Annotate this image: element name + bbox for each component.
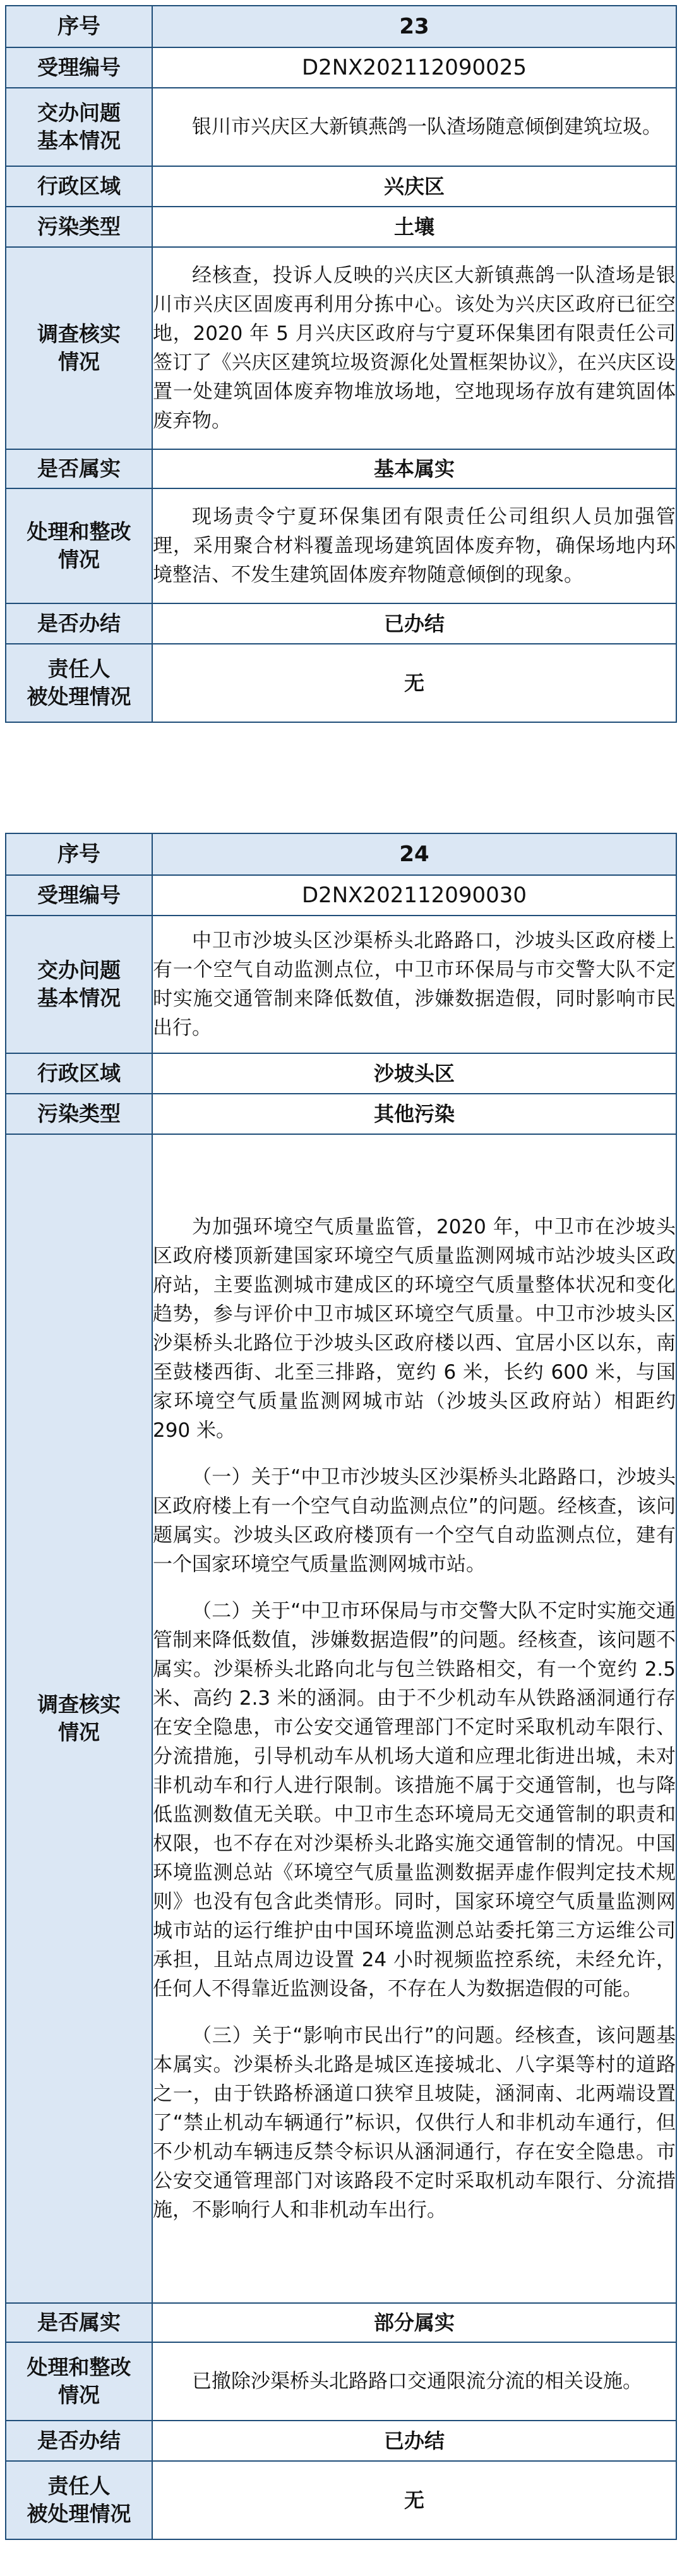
- row-concluded: [6, 603, 676, 644]
- label-accountability: 责任人 被处理情况: [6, 644, 152, 722]
- row-accountability: [6, 644, 676, 722]
- row-pollution-type: [6, 1094, 676, 1134]
- value-handling: [152, 488, 676, 603]
- value-handling: [152, 2342, 676, 2421]
- row-investigation: [6, 247, 676, 449]
- value-seq: 23: [152, 6, 676, 47]
- investigation-paragraph: 经核查，投诉人反映的兴庆区大新镇燕鸽一队渣场是银川市兴庆区固废再利用分拣中心。该处为兴庆区政府已征空地，2020 年 5 月兴庆区政府与宁夏环保集团有限责任公司签订了《兴庆区建筑垃圾资源化处置框架协议》，在兴庆区设置一处建筑固体废弃物堆放场地，空地现场存放有建筑固体废弃物。: [153, 264, 676, 432]
- investigation-paragraph-intro: 为加强环境空气质量监管，2020 年，中卫市在沙坡头区政府楼顶新建国家环境空气质量监测网城市站沙坡头区政府站，主要监测城市建成区的环境空气质量整体状况和变化趋势，参与评价中卫市城区环境空气质量。中卫市沙坡头区沙渠桥头北路位于沙坡头区政府楼以西、宜居小区以东，南至鼓楼西街、北至三排路，宽约 6 米，长约 600 米，与国家环境空气质量监测网城市站（沙坡头区政府站）相距约 290 米。: [153, 1216, 676, 1442]
- record-table-23: [5, 5, 677, 723]
- row-seq: [6, 833, 676, 875]
- value-accountability: 无: [152, 644, 676, 722]
- label-investigation: 调查核实 情况: [6, 247, 152, 449]
- label-pollution-type: 污染类型: [6, 1094, 152, 1134]
- row-is-true: [6, 449, 676, 488]
- row-handling: [6, 488, 676, 603]
- row-issue: [6, 916, 676, 1053]
- handling-text: 已撤除沙渠桥头北路路口交通限流分流的相关设施。: [192, 2370, 642, 2393]
- label-handling: 处理和整改 情况: [6, 2342, 152, 2421]
- value-acceptance-no: D2NX202112090025: [152, 47, 676, 88]
- value-pollution-type: 土壤: [152, 207, 676, 247]
- row-pollution-type: [6, 207, 676, 247]
- label-acceptance-no: 受理编号: [6, 875, 152, 916]
- row-accountability: [6, 2461, 676, 2539]
- row-seq: [6, 6, 676, 47]
- label-handling: 处理和整改 情况: [6, 488, 152, 603]
- label-issue: 交办问题 基本情况: [6, 916, 152, 1053]
- row-concluded: [6, 2421, 676, 2461]
- row-handling: [6, 2342, 676, 2421]
- label-investigation: 调查核实 情况: [6, 1134, 152, 2303]
- value-is-true: 部分属实: [152, 2303, 676, 2342]
- row-acceptance-no: [6, 875, 676, 916]
- label-region: 行政区域: [6, 166, 152, 207]
- value-concluded: 已办结: [152, 2421, 676, 2461]
- investigation-paragraph-1: （一）关于“中卫市沙坡头区沙渠桥头北路路口，沙坡头区政府楼上有一个空气自动监测点位”的问题。经核查，该问题属实。沙坡头区政府楼顶有一个空气自动监测点位，建有一个国家环境空气质量监测网城市站。: [153, 1466, 676, 1576]
- investigation-paragraph-2: （二）关于“中卫市环保局与市交警大队不定时实施交通管制来降低数值，涉嫌数据造假”的问题。经核查，该问题不属实。沙渠桥头北路向北与包兰铁路相交，有一个宽约 2.5 米、高约 2.3 米的涵洞。由于不少机动车从铁路涵洞通行存在安全隐患，市公安交通管理部门不定时采取机动车限行、分流措施，引导机动车从机场大道和应理北街进出城，未对非机动车和行人进行限制。该措施不属于交通管制，也与降低监测数值无关联。中卫市生态环境局无交通管制的职责和权限，也不存在对沙渠桥头北路实施交通管制的情况。中国环境监测总站《环境空气质量监测数据弄虚作假判定技术规则》也没有包含此类情形。同时，国家环境空气质量监测网城市站的运行维护由中国环境监测总站委托第三方运维公司承担，且站点周边设置 24 小时视频监控系统，未经允许，任何人不得靠近监测设备，不存在人为数据造假的可能。: [153, 1600, 676, 2000]
- value-seq: 24: [152, 833, 676, 875]
- label-seq: 序号: [6, 833, 152, 875]
- value-issue: [152, 88, 676, 166]
- issue-text: 中卫市沙坡头区沙渠桥头北路路口，沙坡头区政府楼上有一个空气自动监测点位，中卫市环保局与市交警大队不定时实施交通管制来降低数值，涉嫌数据造假，同时影响市民出行。: [153, 929, 676, 1039]
- label-acceptance-no: 受理编号: [6, 47, 152, 88]
- row-investigation: [6, 1134, 676, 2303]
- label-is-true: 是否属实: [6, 2303, 152, 2342]
- value-is-true: 基本属实: [152, 449, 676, 488]
- record-table-24: [5, 833, 677, 2540]
- investigation-paragraph-3: （三）关于“影响市民出行”的问题。经核查，该问题基本属实。沙渠桥头北路是城区连接城北、八字渠等村的道路之一，由于铁路桥涵道口狭窄且坡陡，涵洞南、北两端设置了“禁止机动车辆通行”标识，仅供行人和非机动车通行，但不少机动车辆违反禁令标识从涵洞通行，存在安全隐患。市公安交通管理部门对该路段不定时采取机动车限行、分流措施，不影响行人和非机动车出行。: [153, 2024, 676, 2222]
- label-is-true: 是否属实: [6, 449, 152, 488]
- label-pollution-type: 污染类型: [6, 207, 152, 247]
- handling-text: 现场责令宁夏环保集团有限责任公司组织人员加强管理，采用聚合材料覆盖现场建筑固体废弃物，确保场地内环境整洁、不发生建筑固体废弃物随意倾倒的现象。: [153, 505, 676, 586]
- row-region: [6, 166, 676, 207]
- value-region: 沙坡头区: [152, 1053, 676, 1094]
- row-acceptance-no: [6, 47, 676, 88]
- label-seq: 序号: [6, 6, 152, 47]
- label-issue: 交办问题 基本情况: [6, 88, 152, 166]
- value-region: 兴庆区: [152, 166, 676, 207]
- value-acceptance-no: D2NX202112090030: [152, 875, 676, 916]
- row-is-true: [6, 2303, 676, 2342]
- value-pollution-type: 其他污染: [152, 1094, 676, 1134]
- label-accountability: 责任人 被处理情况: [6, 2461, 152, 2539]
- row-issue: [6, 88, 676, 166]
- row-region: [6, 1053, 676, 1094]
- label-region: 行政区域: [6, 1053, 152, 1094]
- value-concluded: 已办结: [152, 603, 676, 644]
- issue-text: 银川市兴庆区大新镇燕鸽一队渣场随意倾倒建筑垃圾。: [192, 116, 662, 138]
- label-concluded: 是否办结: [6, 603, 152, 644]
- value-accountability: 无: [152, 2461, 676, 2539]
- value-investigation: [152, 1134, 676, 2303]
- value-issue: [152, 916, 676, 1053]
- label-concluded: 是否办结: [6, 2421, 152, 2461]
- value-investigation: [152, 247, 676, 449]
